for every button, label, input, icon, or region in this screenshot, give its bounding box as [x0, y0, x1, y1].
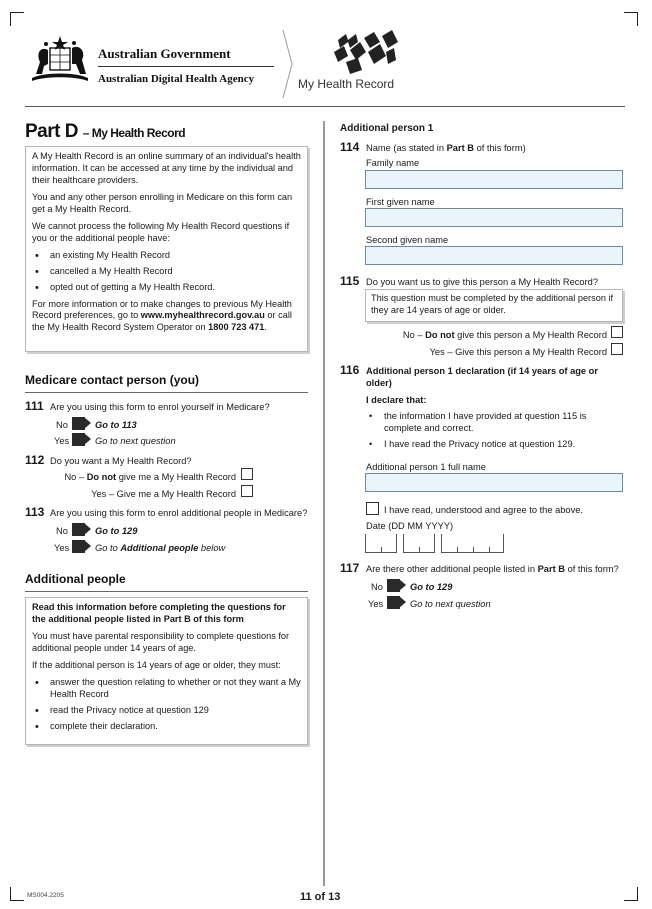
declaration-heading: I declare that: — [366, 395, 427, 405]
intro-paragraph-1: A My Health Record is an online summary of an individual's health information. It can be accessed at any time by the individual and their healthcare providers. — [32, 151, 301, 185]
yes-checkbox[interactable] — [241, 485, 253, 497]
info-box-heading: Read this information before completing the questions for the additional people listed in Part B of this form — [32, 602, 286, 624]
info-bullet-list — [32, 677, 301, 733]
go-to-instruction: Go to 129 — [95, 526, 138, 536]
coat-of-arms-logo — [26, 34, 94, 86]
additional-people-heading: Additional people — [25, 572, 126, 586]
no-checkbox[interactable] — [611, 326, 623, 338]
header-divider — [282, 30, 294, 98]
question-116-text: Additional person 1 declaration (if 14 years of age or older) — [366, 366, 598, 389]
list-item: • read the Privacy notice at question 129 — [32, 705, 301, 717]
additional-person-heading: Additional person 1 — [340, 123, 434, 134]
full-name-field[interactable] — [365, 473, 623, 492]
list-item: • an existing My Health Record — [32, 250, 301, 262]
medicare-contact-heading: Medicare contact person (you) — [25, 373, 200, 387]
go-to-arrow-icon[interactable] — [72, 417, 92, 430]
first-given-name-label: First given name — [366, 197, 435, 207]
question-number: 117 — [340, 561, 360, 575]
option-yes-label: Yes — [54, 543, 70, 553]
list-item: • I have read the Privacy notice at question 129. — [369, 439, 576, 450]
question-number: 115 — [340, 274, 360, 288]
go-to-arrow-icon[interactable] — [72, 433, 92, 446]
government-branding — [98, 46, 274, 86]
family-name-field[interactable] — [365, 170, 623, 189]
additional-people-info-box — [25, 597, 308, 745]
list-item: • complete their declaration. — [32, 721, 301, 733]
info-paragraph: You must have parental responsibility to complete questions for additional people under 14 years of age. — [32, 630, 290, 653]
question-number: 116 — [340, 363, 360, 377]
go-to-arrow-icon[interactable] — [72, 540, 92, 553]
page-number: 11 of 13 — [300, 891, 341, 903]
crop-mark-bottom-left — [10, 887, 24, 901]
option-no-label: No — [371, 582, 383, 592]
second-given-name-field[interactable] — [365, 246, 623, 265]
option-no-label: No – Do not give this person a My Health Record — [402, 330, 607, 340]
yes-checkbox[interactable] — [611, 343, 623, 355]
question-number: 114 — [340, 140, 360, 154]
no-checkbox[interactable] — [241, 468, 253, 480]
option-no-label: No — [56, 420, 68, 430]
question-114-text: Name (as stated in Part B of this form) — [366, 143, 526, 153]
part-title: Part D – My Health Record — [25, 121, 186, 142]
part-subtitle: – My Health Record — [82, 126, 186, 140]
option-yes-label: Yes – Give me a My Health Record — [91, 489, 236, 499]
intro-paragraph-2: You and any other person enrolling in Medicare on this form can get a My Health Record. — [32, 191, 293, 214]
date-month-field[interactable] — [403, 534, 435, 553]
list-item: • opted out of getting a My Health Record. — [32, 282, 301, 294]
family-name-label: Family name — [366, 158, 420, 168]
date-label: Date (DD MM YYYY) — [366, 521, 454, 531]
intro-paragraph-4: For more information or to make changes to previous My Health Record preferences, go to www.myhealthrecord.gov.au or call the My Health Record System Operator on 1800 723 471. — [32, 298, 292, 333]
list-item: • cancelled a My Health Record — [32, 266, 301, 278]
question-number: 111 — [25, 399, 44, 413]
question-number: 113 — [25, 505, 45, 519]
option-yes-label: Yes — [368, 599, 384, 609]
crop-mark-top-left — [10, 12, 24, 26]
go-to-instruction: Go to 113 — [95, 420, 137, 430]
header-rule — [25, 106, 625, 107]
declaration-list — [366, 410, 618, 450]
question-113-text: Are you using this form to enrol additional people in Medicare? — [50, 508, 308, 518]
crop-mark-bottom-right — [624, 887, 638, 901]
option-yes-label: Yes — [54, 436, 70, 446]
question-112-text: Do you want a My Health Record? — [50, 456, 192, 466]
second-given-name-label: Second given name — [366, 235, 449, 245]
website-link[interactable]: www.myhealthrecord.gov.au — [140, 310, 265, 321]
option-no-label: No – Do not give me a My Health Record — [64, 472, 236, 482]
brand-name: My Health Record — [298, 77, 395, 91]
question-117-text: Are there other additional people listed in Part B of this form? — [366, 564, 619, 574]
intro-bullet-list — [32, 250, 301, 294]
age-note-box: This question must be completed by the additional person if they are 14 years of age or older. — [365, 289, 623, 322]
option-no-label: No — [56, 526, 68, 536]
agree-label: I have read, understood and agree to the above. — [384, 505, 583, 515]
list-item: • the information I have provided at question 115 is complete and correct. — [369, 411, 587, 434]
question-115-text: Do you want us to give this person a My Health Record? — [366, 277, 599, 287]
agency-name: Australian Digital Health Agency — [98, 72, 255, 85]
go-to-arrow-icon[interactable] — [387, 579, 407, 592]
list-item: • answer the question relating to whether or not they want a My Health Record — [32, 677, 301, 701]
first-given-name-field[interactable] — [365, 208, 623, 227]
agree-checkbox[interactable] — [366, 502, 379, 515]
date-day-field[interactable] — [365, 534, 397, 553]
go-to-instruction: Go to 129 — [410, 582, 453, 592]
go-to-arrow-icon[interactable] — [387, 596, 407, 609]
go-to-instruction: Go to next question — [95, 436, 176, 446]
go-to-instruction: Go to next question — [410, 599, 491, 609]
date-year-field[interactable] — [441, 534, 504, 553]
info-paragraph: If the additional person is 14 years of age or older, they must: — [32, 659, 281, 670]
option-yes-label: Yes – Give this person a My Health Record — [429, 347, 607, 357]
intro-info-box — [25, 146, 308, 352]
form-code: MS004.2205 — [27, 892, 64, 899]
column-divider — [323, 121, 325, 886]
go-to-instruction: Go to Additional people below — [95, 543, 226, 553]
full-name-label: Additional person 1 full name — [366, 462, 486, 472]
go-to-arrow-icon[interactable] — [72, 523, 92, 536]
question-111-text: Are you using this form to enrol yourself in Medicare? — [50, 402, 270, 412]
question-number: 112 — [25, 453, 45, 467]
government-name: Australian Government — [98, 46, 231, 61]
phone-number: 1800 723 471 — [208, 322, 265, 333]
crop-mark-top-right — [624, 12, 638, 26]
intro-paragraph-3: We cannot process the following My Health Record questions if you or the additional people have: — [32, 220, 290, 243]
my-health-record-logo — [330, 30, 400, 74]
